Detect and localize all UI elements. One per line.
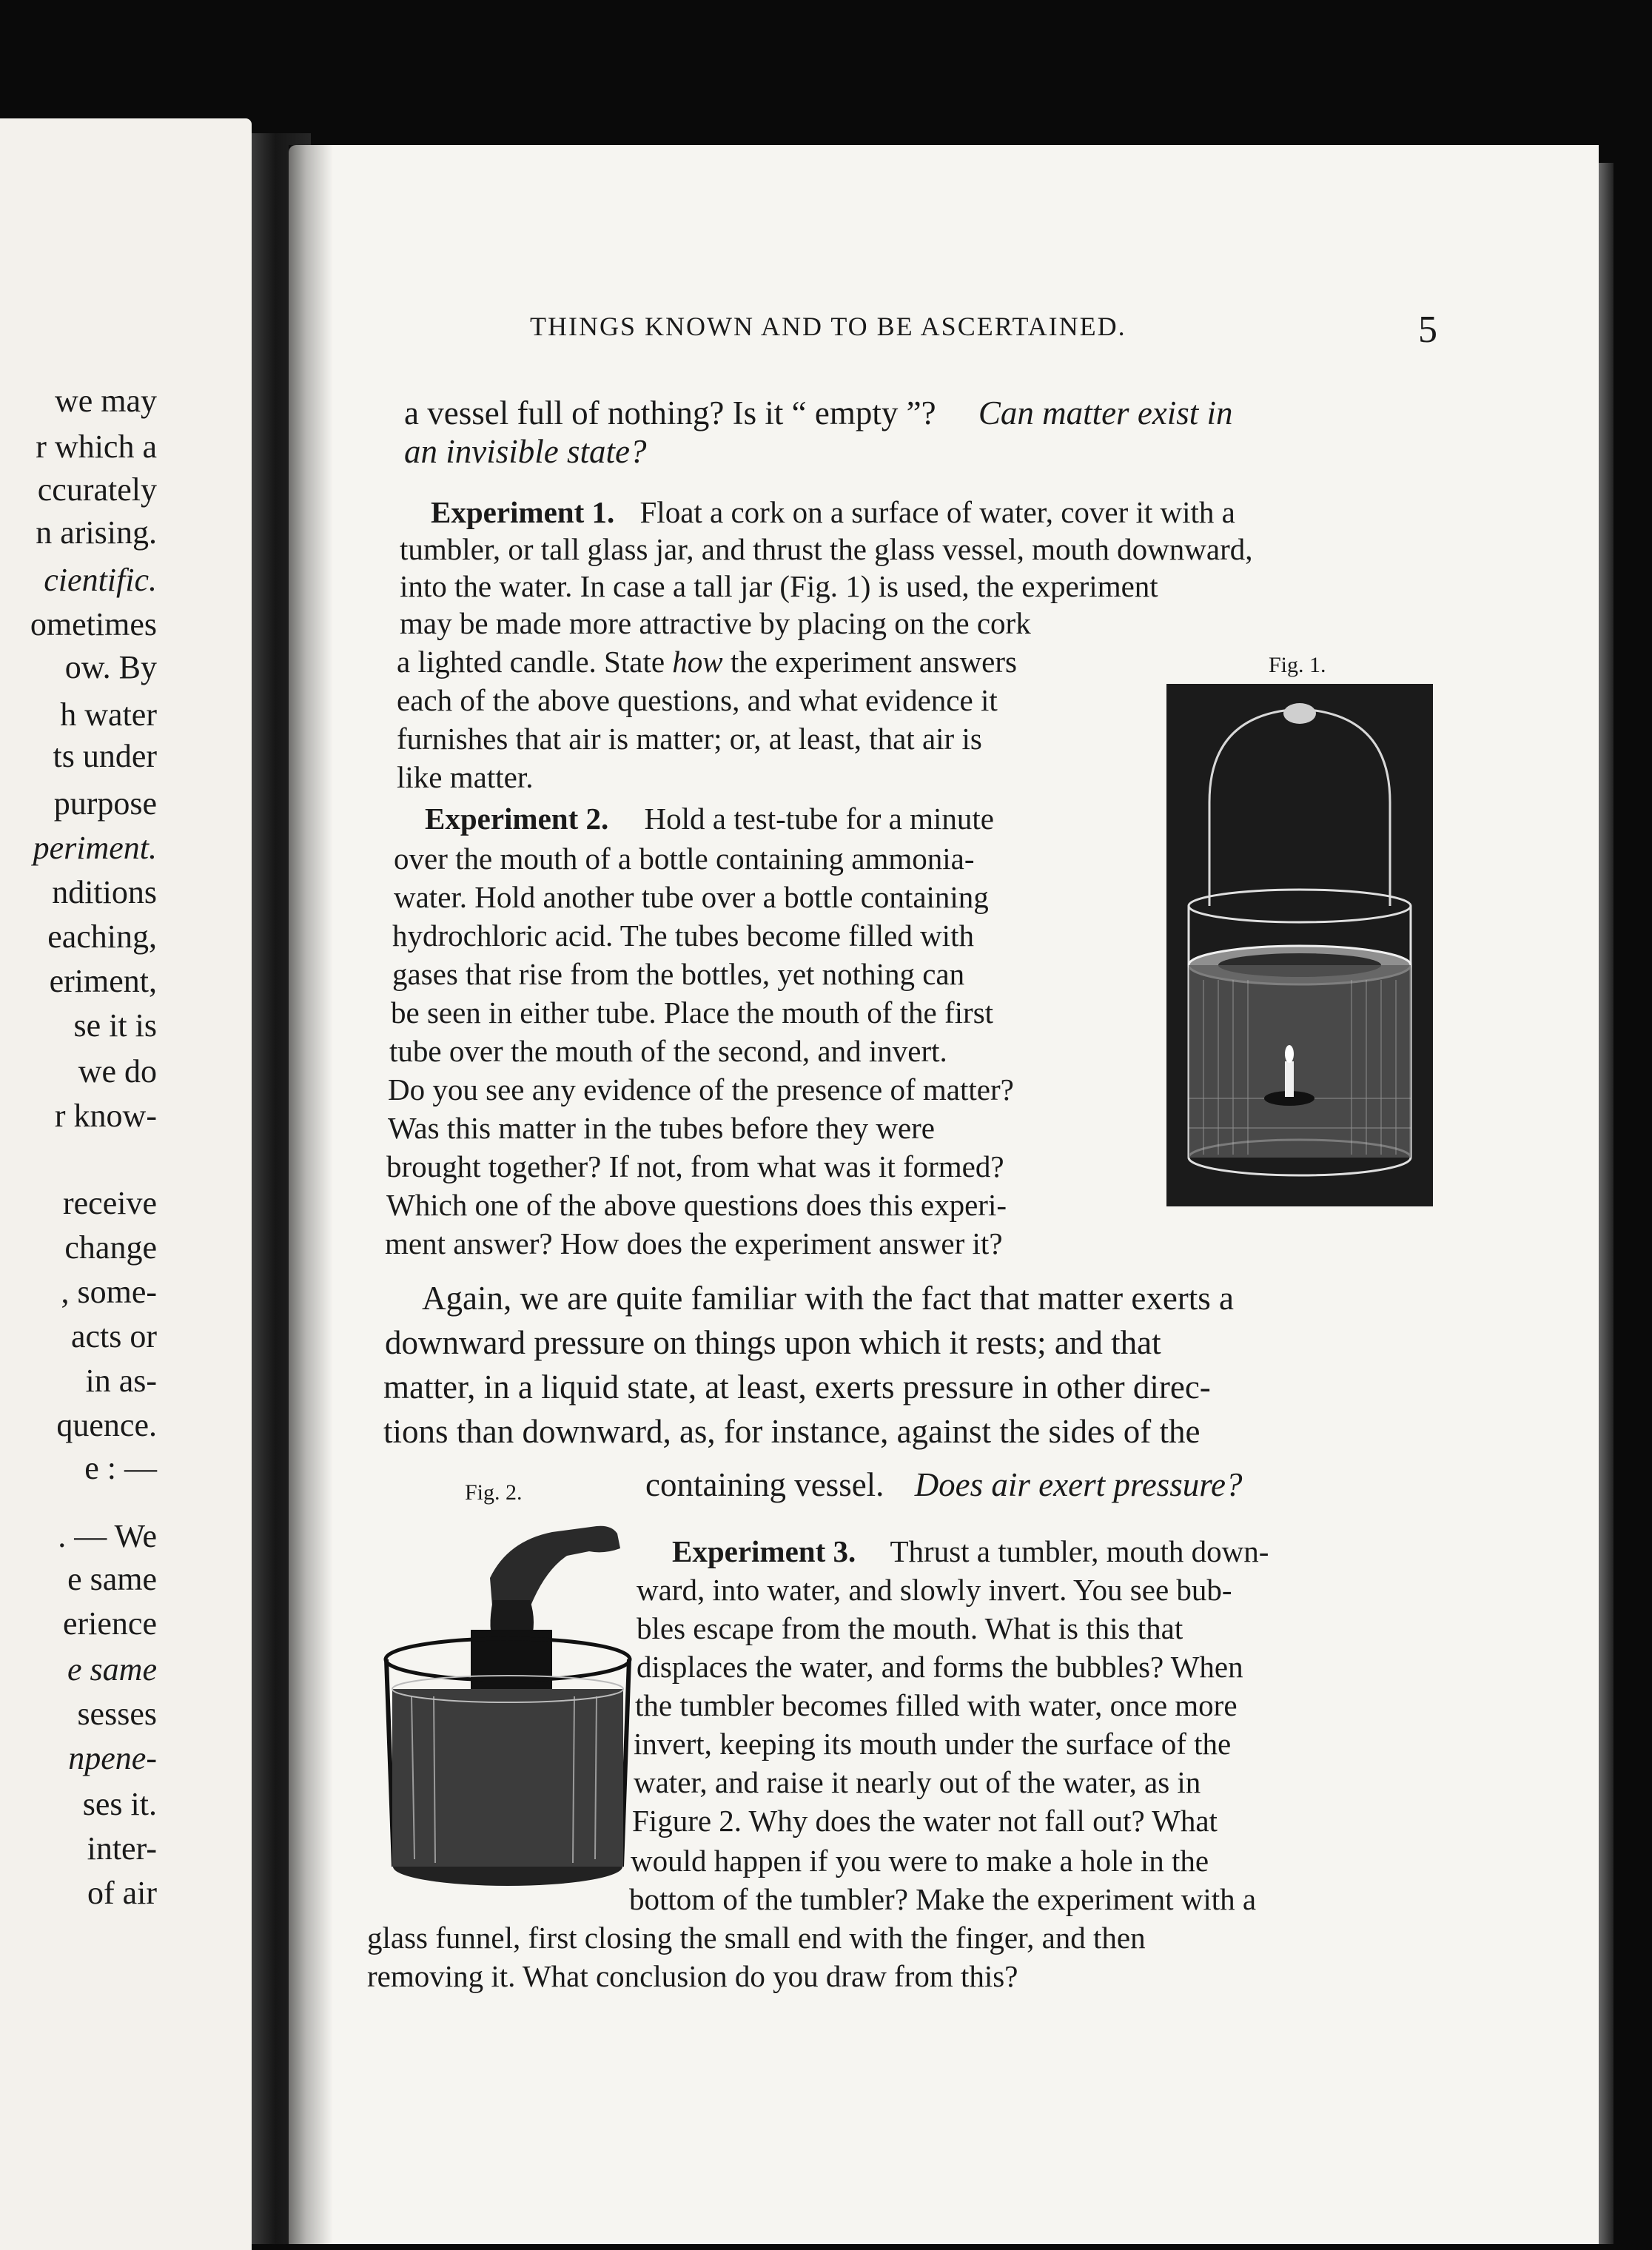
left-page-line: periment. [33, 830, 157, 866]
left-page-line: we do [78, 1053, 157, 1089]
pressure-line-3: matter, in a liquid state, at least, exerts pressure in other direc- [383, 1369, 1211, 1406]
exp2-line-5: gases that rise from the bottles, yet nothing can [392, 957, 965, 991]
left-page-line: ow. By [64, 649, 157, 685]
left-page-line: ts under [53, 738, 157, 774]
left-page-line: r know- [54, 1098, 157, 1134]
left-page-line: ccurately [37, 471, 157, 508]
pressure-line-2: downward pressure on things upon which it rests; and that [385, 1324, 1161, 1361]
left-page-line: e same [67, 1561, 157, 1597]
exp2-line-8: Do you see any evidence of the presence of matter? [388, 1072, 1014, 1106]
left-page-line: purpose [53, 785, 157, 822]
exp3-line-8: Figure 2. Why does the water not fall out? What [632, 1804, 1218, 1838]
fig2-label: Fig. 2. [465, 1480, 523, 1505]
exp2-heading: Experiment 2. [425, 802, 609, 836]
exp3-line-11: glass funnel, first closing the small end with the finger, and then [367, 1921, 1146, 1955]
intro-line-1: a vessel full of nothing? Is it “ empty ”? Can matter exist in [404, 394, 1233, 431]
exp2-line-10: brought together? If not, from what was it formed? [386, 1149, 1004, 1183]
exp3-line-1: Experiment 3. Thrust a tumbler, mouth down- [672, 1534, 1269, 1568]
fig2-tumbler-illustration [382, 1519, 634, 1889]
gutter-shadow [289, 145, 333, 2244]
left-page-line: npene- [68, 1740, 157, 1776]
left-page-line: change [64, 1229, 157, 1266]
exp1-line-3: into the water. In case a tall jar (Fig. 1) is used, the experiment [400, 569, 1158, 603]
left-page-line: in as- [85, 1363, 157, 1399]
exp3-line-5: the tumbler becomes filled with water, once more [635, 1688, 1238, 1722]
left-page-line: ometimes [30, 606, 157, 642]
exp2-line-3: water. Hold another tube over a bottle containing [394, 880, 989, 914]
exp2-line-4: hydrochloric acid. The tubes become filled with [392, 919, 974, 953]
left-page-line: n arising. [36, 514, 157, 551]
left-page-line: of air [87, 1875, 157, 1911]
exp2-line-7: tube over the mouth of the second, and invert. [389, 1034, 947, 1068]
left-page-line: e : — [84, 1450, 157, 1486]
exp1-line-4: may be made more attractive by placing on the cork [400, 606, 1031, 640]
left-page-line: sesses [77, 1696, 157, 1732]
left-page-line: eriment, [49, 963, 157, 999]
left-page-line: inter- [87, 1830, 157, 1867]
left-page-line: nditions [52, 874, 157, 910]
exp2-line-11: Which one of the above questions does this experi- [386, 1188, 1007, 1222]
exp1-line-8: like matter. [397, 760, 534, 794]
exp3-line-4: displaces the water, and forms the bubbles? When [637, 1650, 1243, 1684]
left-page-line: r which a [36, 429, 157, 465]
exp1-line-7: furnishes that air is matter; or, at least, that air is [397, 722, 982, 756]
page-number: 5 [1418, 309, 1437, 351]
fig1-bell-jar-illustration [1166, 684, 1433, 1206]
left-page-line: erience [63, 1605, 157, 1642]
pressure-line-5: containing vessel. Does air exert pressure? [645, 1466, 1243, 1503]
fig1-label: Fig. 1. [1269, 653, 1326, 677]
exp1-line-2: tumbler, or tall glass jar, and thrust the glass vessel, mouth downward, [400, 532, 1253, 566]
left-page-line: . — We [58, 1518, 157, 1554]
exp3-line-6: invert, keeping its mouth under the surface of the [634, 1727, 1232, 1761]
exp1-line-1: Experiment 1. Float a cork on a surface of water, cover it with a [431, 495, 1235, 529]
exp3-line-7: water, and raise it nearly out of the water, as in [634, 1765, 1201, 1799]
left-page-line: ses it. [82, 1786, 157, 1822]
exp3-line-12: removing it. What conclusion do you draw from this? [367, 1959, 1018, 1993]
left-page-line: e same [67, 1651, 157, 1688]
pressure-line-1: Again, we are quite familiar with the fact that matter exerts a [422, 1280, 1235, 1317]
exp1-line-6: each of the above questions, and what evidence it [397, 683, 998, 717]
exp2-line-12: ment answer? How does the experiment answer it? [385, 1226, 1003, 1260]
exp3-heading: Experiment 3. [672, 1534, 856, 1568]
exp3-line-2: ward, into water, and slowly invert. You see bub- [637, 1573, 1232, 1607]
exp1-line-5: a lighted candle. State how the experiment answers [397, 645, 1017, 679]
left-page-line: h water [60, 696, 157, 733]
exp3-line-10: bottom of the tumbler? Make the experiment with a [629, 1882, 1257, 1916]
exp2-line-1: Experiment 2. Hold a test-tube for a minute [425, 802, 995, 836]
exp2-line-9: Was this matter in the tubes before they were [388, 1111, 936, 1145]
exp3-line-3: bles escape from the mouth. What is this that [637, 1611, 1183, 1645]
exp1-heading: Experiment 1. [431, 495, 615, 529]
left-page-line: eaching, [47, 919, 157, 955]
left-page-line: cientific. [44, 562, 157, 598]
left-page-line: , some- [61, 1274, 157, 1310]
intro-line-2: an invisible state? [404, 433, 647, 470]
exp2-line-6: be seen in either tube. Place the mouth of the first [391, 995, 994, 1030]
page-edge [1599, 163, 1614, 2244]
left-page-line: se it is [73, 1007, 157, 1044]
running-head: THINGS KNOWN AND TO BE ASCERTAINED. [530, 312, 1126, 341]
left-page-line: receive [63, 1185, 157, 1221]
exp3-line-9: would happen if you were to make a hole in the [631, 1844, 1209, 1878]
exp2-line-2: over the mouth of a bottle containing ammonia- [394, 842, 975, 876]
left-page-line: quence. [56, 1407, 157, 1443]
left-page-line: we may [54, 383, 157, 419]
left-page-line: acts or [70, 1318, 157, 1354]
pressure-line-4: tions than downward, as, for instance, against the sides of the [383, 1413, 1201, 1450]
